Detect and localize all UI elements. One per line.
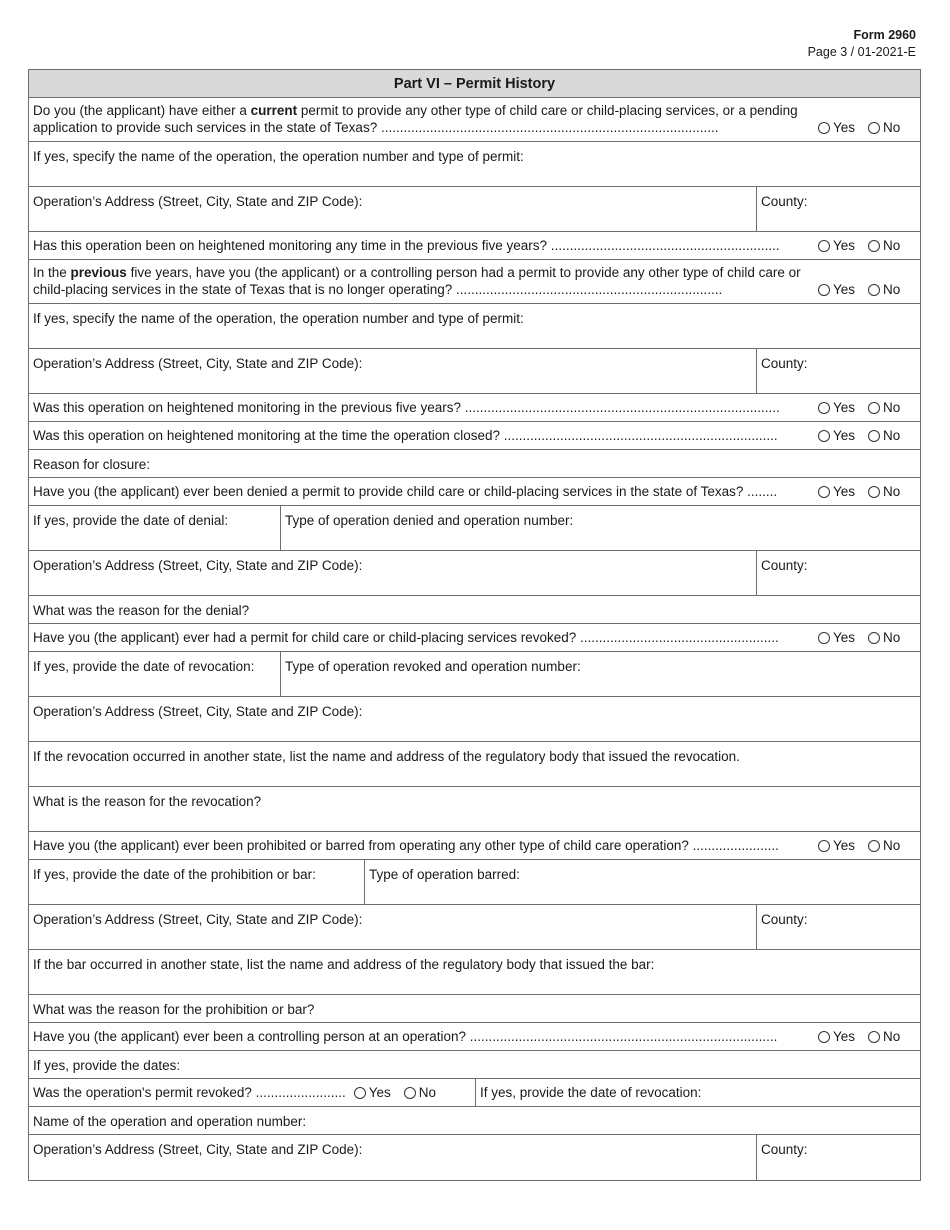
no-radio[interactable]: No — [868, 837, 900, 854]
question-permit-revoked — [29, 624, 920, 652]
question-monitoring-previous-five-years — [29, 394, 920, 422]
question-text: Was this operation on heightened monitoring in the previous five years? .................................................................................... — [33, 400, 780, 415]
operation-name-number-field[interactable]: Name of the operation and operation number: — [29, 1107, 920, 1135]
question-permit-denied — [29, 478, 920, 506]
no-radio[interactable]: No — [868, 119, 900, 136]
question-text: Have you (the applicant) ever been a controlling person at an operation? .................................................................................. — [33, 1029, 778, 1044]
address-field[interactable]: Operation’s Address (Street, City, State and ZIP Code): — [33, 1142, 363, 1157]
bar-details-row — [29, 860, 920, 905]
question-text: Has this operation been on heightened monitoring any time in the previous five years? ............................................................. — [33, 238, 780, 253]
revocation-details-row — [29, 652, 920, 697]
no-radio[interactable]: No — [868, 1028, 900, 1045]
question-operation-permit-revoked — [29, 1079, 920, 1107]
operation-name-field[interactable]: If yes, specify the name of the operation, the operation number and type of permit: — [29, 142, 920, 187]
question-text: Have you (the applicant) ever had a permit for child care or child-placing services revoked? ..................................................... — [33, 630, 779, 645]
yes-no-group — [812, 399, 920, 416]
yes-radio[interactable]: Yes — [818, 427, 855, 444]
radio-circle-icon — [818, 284, 830, 296]
page-info: Page 3 / 01-2021-E — [807, 45, 916, 59]
question-text: Have you (the applicant) ever been prohibited or barred from operating any other type of child care operation? ....................... — [33, 838, 779, 853]
yes-radio[interactable]: Yes — [818, 119, 855, 136]
address-field[interactable]: Operation’s Address (Street, City, State and ZIP Code): — [33, 558, 363, 573]
question-heightened-monitoring — [29, 232, 920, 260]
denial-details-row — [29, 506, 920, 551]
bar-other-state-field[interactable]: If the bar occurred in another state, list the name and address of the regulatory body that issued the bar: — [29, 950, 920, 995]
no-radio[interactable]: No — [868, 237, 900, 254]
question-text: Have you (the applicant) ever been denied a permit to provide child care or child-placing services in the state of Texas? ........ — [33, 484, 778, 499]
revocation-date-field[interactable]: If yes, provide the date of revocation: — [33, 659, 255, 674]
yes-no-group — [812, 1028, 920, 1045]
radio-circle-icon — [404, 1087, 416, 1099]
form-header — [808, 27, 916, 61]
bar-type-field[interactable]: Type of operation barred: — [364, 860, 920, 904]
radio-circle-icon — [818, 240, 830, 252]
yes-radio[interactable]: Yes — [818, 483, 855, 500]
denial-reason-field[interactable]: What was the reason for the denial? — [29, 596, 920, 624]
revocation-reason-field[interactable]: What is the reason for the revocation? — [29, 787, 920, 832]
operation-name-field[interactable]: If yes, specify the name of the operation, the operation number and type of permit: — [29, 304, 920, 349]
radio-circle-icon — [818, 1031, 830, 1043]
radio-circle-icon — [868, 632, 880, 644]
radio-circle-icon — [868, 430, 880, 442]
address-field[interactable]: Operation’s Address (Street, City, State and ZIP Code): — [33, 194, 363, 209]
bar-reason-field[interactable]: What was the reason for the prohibition or bar? — [29, 995, 920, 1023]
address-field[interactable]: Operation’s Address (Street, City, State and ZIP Code): — [29, 697, 920, 742]
yes-radio[interactable]: Yes — [818, 1028, 855, 1045]
address-county-row — [29, 187, 920, 232]
radio-circle-icon — [818, 632, 830, 644]
yes-no-group — [812, 281, 920, 298]
yes-radio[interactable]: Yes — [818, 399, 855, 416]
question-controlling-person — [29, 1023, 920, 1051]
revocation-type-field[interactable]: Type of operation revoked and operation number: — [280, 652, 920, 696]
permit-history-form — [28, 69, 921, 1181]
address-county-row — [29, 551, 920, 596]
yes-radio[interactable]: Yes — [818, 837, 855, 854]
address-county-row — [29, 905, 920, 950]
radio-circle-icon — [868, 1031, 880, 1043]
yes-radio[interactable]: Yes — [818, 281, 855, 298]
address-field[interactable]: Operation’s Address (Street, City, State and ZIP Code): — [33, 356, 363, 371]
county-field[interactable]: County: — [756, 187, 920, 231]
radio-circle-icon — [818, 122, 830, 134]
yes-no-group — [812, 837, 920, 854]
radio-circle-icon — [818, 486, 830, 498]
yes-no-group — [812, 629, 920, 646]
form-number: Form 2960 — [853, 28, 916, 42]
question-text: Was the operation's permit revoked? ........................ — [33, 1085, 346, 1100]
question-text: Do you (the applicant) have either a current permit to provide any other type of child care or child-placing services, or a pending application to provide such services in the state of Texas? .......................................................................................... — [33, 103, 798, 135]
address-field[interactable]: Operation’s Address (Street, City, State and ZIP Code): — [33, 912, 363, 927]
radio-circle-icon — [818, 840, 830, 852]
radio-circle-icon — [818, 430, 830, 442]
county-field[interactable]: County: — [756, 349, 920, 393]
address-county-row — [29, 1135, 920, 1180]
radio-circle-icon — [868, 240, 880, 252]
yes-radio[interactable]: Yes — [818, 629, 855, 646]
denial-type-field[interactable]: Type of operation denied and operation number: — [280, 506, 920, 550]
question-previous-permit — [29, 260, 920, 304]
dates-field[interactable]: If yes, provide the dates: — [29, 1051, 920, 1079]
yes-no-group — [812, 427, 920, 444]
no-radio[interactable]: No — [404, 1084, 436, 1101]
radio-circle-icon — [868, 284, 880, 296]
radio-circle-icon — [868, 122, 880, 134]
question-monitoring-at-closure — [29, 422, 920, 450]
county-field[interactable]: County: — [756, 551, 920, 595]
county-field[interactable]: County: — [756, 905, 920, 949]
no-radio[interactable]: No — [868, 399, 900, 416]
radio-circle-icon — [868, 840, 880, 852]
yes-no-group — [812, 483, 920, 500]
closure-reason-field[interactable]: Reason for closure: — [29, 450, 920, 478]
bar-date-field[interactable]: If yes, provide the date of the prohibition or bar: — [33, 867, 316, 882]
no-radio[interactable]: No — [868, 483, 900, 500]
address-county-row — [29, 349, 920, 394]
revocation-other-state-field[interactable]: If the revocation occurred in another state, list the name and address of the regulatory body that issued the revocation. — [29, 742, 920, 787]
question-current-permit — [29, 98, 920, 142]
revocation-date-field[interactable]: If yes, provide the date of revocation: — [475, 1079, 920, 1106]
radio-circle-icon — [868, 486, 880, 498]
no-radio[interactable]: No — [868, 629, 900, 646]
county-field[interactable]: County: — [756, 1135, 920, 1180]
revoked-question-cell — [29, 1079, 475, 1106]
yes-radio[interactable]: Yes — [354, 1084, 391, 1101]
yes-radio[interactable]: Yes — [818, 237, 855, 254]
question-text: Was this operation on heightened monitoring at the time the operation closed? ......................................................................... — [33, 428, 778, 443]
radio-circle-icon — [354, 1087, 366, 1099]
radio-circle-icon — [868, 402, 880, 414]
question-prohibited-barred — [29, 832, 920, 860]
question-text: In the previous five years, have you (the applicant) or a controlling person had a permit to provide any other type of child care or child-placing services in the state of Texas that is no longer operating? ....................................................................... — [33, 265, 801, 297]
yes-no-group — [812, 119, 920, 136]
denial-date-field[interactable]: If yes, provide the date of denial: — [33, 513, 229, 528]
section-title: Part VI – Permit History — [29, 70, 920, 98]
yes-no-group — [812, 237, 920, 254]
no-radio[interactable]: No — [868, 427, 900, 444]
no-radio[interactable]: No — [868, 281, 900, 298]
radio-circle-icon — [818, 402, 830, 414]
